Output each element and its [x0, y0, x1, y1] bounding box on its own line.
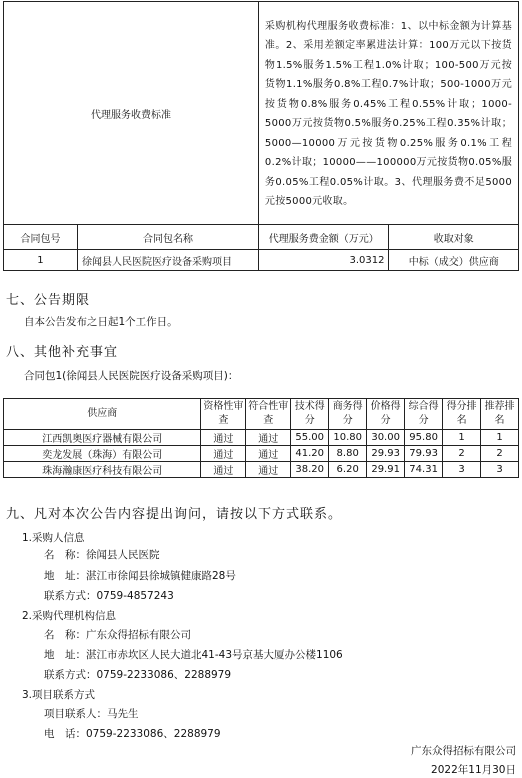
col-header-price: 价格得分	[367, 399, 405, 430]
package-line: 合同包1(徐闻县人民医院医疗设备采购项目)：	[24, 370, 239, 382]
compliance-result: 通过	[246, 462, 291, 478]
col-header-technical: 技术得分	[291, 399, 329, 430]
purchaser-address: 地 址：湛江市徐闻县徐城镇健康路28号	[44, 570, 236, 582]
col-header-compliance: 符合性审查	[246, 399, 291, 430]
section-7-text: 自本公告发布之日起1个工作日。	[24, 316, 178, 328]
section-9-title: 九、凡对本次公告内容提出询问，请按以下方式联系。	[6, 507, 343, 522]
score-rank: 2	[443, 446, 481, 462]
fee-standard-row	[4, 2, 519, 225]
project-phone: 电 话：0759-2233086、2288979	[44, 728, 221, 740]
technical-score: 38.20	[291, 462, 329, 478]
supplier-name: 江西凯奥医疗器械有限公司	[4, 430, 201, 446]
total-score: 79.93	[405, 446, 443, 462]
col-header-score-rank: 得分排名	[443, 399, 481, 430]
fee-table	[3, 1, 519, 271]
table-row	[4, 446, 519, 462]
purchaser-heading: 1.采购人信息	[22, 532, 85, 544]
purchaser-contact: 联系方式：0759-4857243	[44, 590, 174, 602]
col-header-package-no: 合同包号	[4, 225, 78, 250]
signature-company: 广东众得招标有限公司	[411, 745, 516, 757]
business-score: 10.80	[329, 430, 367, 446]
compliance-result: 通过	[246, 430, 291, 446]
qualification-result: 通过	[201, 446, 246, 462]
business-score: 6.20	[329, 462, 367, 478]
recommend-rank: 3	[481, 462, 519, 478]
col-header-supplier: 供应商	[4, 399, 201, 430]
col-header-business: 商务得分	[329, 399, 367, 430]
total-score: 95.80	[405, 430, 443, 446]
agency-heading: 2.采购代理机构信息	[22, 610, 117, 622]
price-score: 29.91	[367, 462, 405, 478]
col-header-payer: 收取对象	[389, 225, 519, 250]
project-heading: 3.项目联系方式	[22, 689, 96, 701]
agency-address: 地 址：湛江市赤坎区人民大道北41-43号京基大厦办公楼1106	[44, 649, 343, 661]
fee-amount: 3.0312	[258, 250, 389, 271]
recommend-rank: 2	[481, 446, 519, 462]
business-score: 8.80	[329, 446, 367, 462]
package-name: 徐闻县人民医院医疗设备采购项目	[77, 250, 258, 271]
technical-score: 55.00	[291, 430, 329, 446]
total-score: 74.31	[405, 462, 443, 478]
package-no: 1	[4, 250, 78, 271]
project-person: 项目联系人：马先生	[44, 708, 139, 720]
price-score: 29.93	[367, 446, 405, 462]
table-row	[4, 462, 519, 478]
col-header-fee-amount: 代理服务费金额（万元）	[258, 225, 389, 250]
section-8-title: 八、其他补充事宜	[6, 345, 119, 360]
purchaser-name: 名 称：徐闻县人民医院	[44, 549, 160, 561]
compliance-result: 通过	[246, 446, 291, 462]
price-score: 30.00	[367, 430, 405, 446]
evaluation-table	[3, 398, 519, 478]
score-rank: 3	[443, 462, 481, 478]
qualification-result: 通过	[201, 462, 246, 478]
score-rank: 1	[443, 430, 481, 446]
col-header-recommend-rank: 推荐排名	[481, 399, 519, 430]
signature-date: 2022年11月30日	[431, 764, 516, 776]
supplier-name: 奕龙发展（珠海）有限公司	[4, 446, 201, 462]
payer: 中标（成交）供应商	[389, 250, 519, 271]
eval-table-header	[4, 399, 519, 430]
col-header-qualification: 资格性审查	[201, 399, 246, 430]
qualification-result: 通过	[201, 430, 246, 446]
col-header-package-name: 合同包名称	[77, 225, 258, 250]
table-row	[4, 430, 519, 446]
technical-score: 41.20	[291, 446, 329, 462]
fee-table-header	[4, 225, 519, 250]
fee-standard-label: 代理服务收费标准	[4, 2, 259, 225]
agency-contact: 联系方式：0759-2233086、2288979	[44, 669, 232, 681]
section-7-title: 七、公告期限	[6, 293, 91, 308]
recommend-rank: 1	[481, 430, 519, 446]
agency-name: 名 称：广东众得招标有限公司	[44, 629, 191, 641]
fee-standard-description: 采购机构代理服务收费标准：1、以中标金额为计算基准。2、采用差额定率累进法计算：100万元以下按货物1.5%服务1.5%工程1.0%计取；100-500万元按货物1.1%服务0.8%工程0.7%计取；500-1000万元按货物0.8%服务0.45%工程0.55%计取；1000-5000万元按货物0.5%服务0.25%工程0.35%计取；5000—10000万元按货物0.25%服务0.1%工程0.2%计取；10000——100000万元按货物0.05%服务0.05%工程0.05%计取。3、代理服务费不足5000元按5000元收取。	[258, 2, 518, 225]
table-row	[4, 250, 519, 271]
col-header-total: 综合得分	[405, 399, 443, 430]
supplier-name: 珠海瀚康医疗科技有限公司	[4, 462, 201, 478]
